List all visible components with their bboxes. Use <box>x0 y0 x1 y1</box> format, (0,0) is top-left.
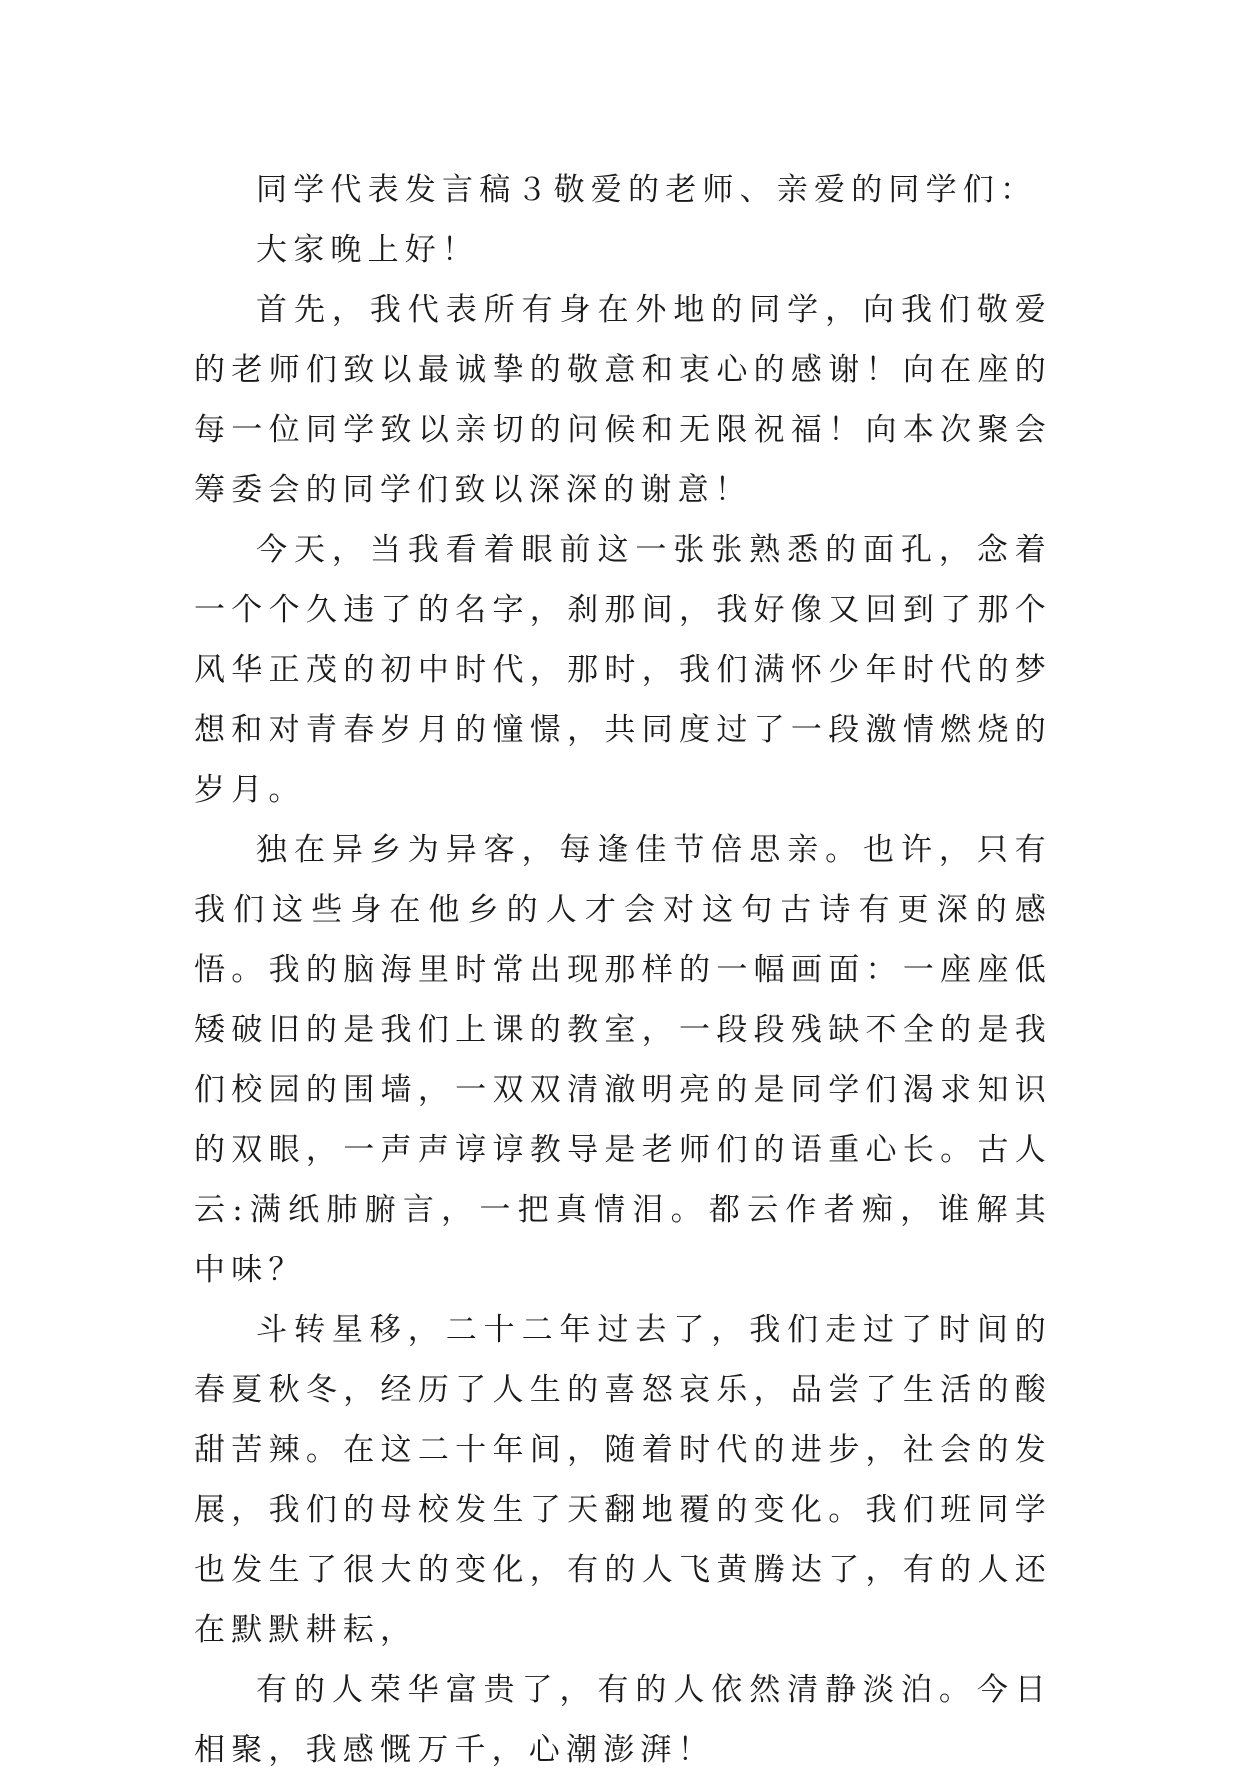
paragraph-thanks: 首先，我代表所有身在外地的同学，向我们敬爱的老师们致以最诚挚的敬意和衷心的感谢！向在座的每一位同学致以亲切的问候和无限祝福！向本次聚会筹委会的同学们致以深深的谢意！ <box>194 292 1052 508</box>
paragraph-salutation: 大家晚上好！ <box>256 232 480 268</box>
paragraph-years-passed: 斗转星移，二十二年过去了，我们走过了时间的春夏秋冬，经历了人生的喜怒哀乐，品尝了生活的酸甜苦辣。在这二十年间，随着时代的进步，社会的发展，我们的母校发生了天翻地覆的变化。我们班同学也发生了很大的变化，有的人飞黄腾达了，有的人还在默默耕耘， <box>194 1312 1052 1648</box>
paragraph-title-greeting: 同学代表发言稿３敬爱的老师、亲爱的同学们： <box>256 172 1038 208</box>
document-body <box>194 160 1052 1780</box>
paragraph-homesick: 独在异乡为异客，每逢佳节倍思亲。也许，只有我们这些身在他乡的人才会对这句古诗有更深的感悟。我的脑海里时常出现那样的一幅画面：一座座低矮破旧的是我们上课的教室，一段段残缺不全的是我们校园的围墙，一双双清澈明亮的是同学们渴求知识的双眼，一声声谆谆教导是老师们的语重心长。古人云:满纸肺腑言，一把真情泪。都云作者痴，谁解其中味？ <box>194 832 1052 1288</box>
paragraph-emotions: 有的人荣华富贵了，有的人依然清静淡泊。今日相聚，我感慨万千，心潮澎湃！ <box>194 1672 1052 1768</box>
paragraph-memories: 今天，当我看着眼前这一张张熟悉的面孔，念着一个个久违了的名字，刹那间，我好像又回到了那个风华正茂的初中时代，那时，我们满怀少年时代的梦想和对青春岁月的憧憬，共同度过了一段激情燃烧的岁月。 <box>194 532 1052 808</box>
